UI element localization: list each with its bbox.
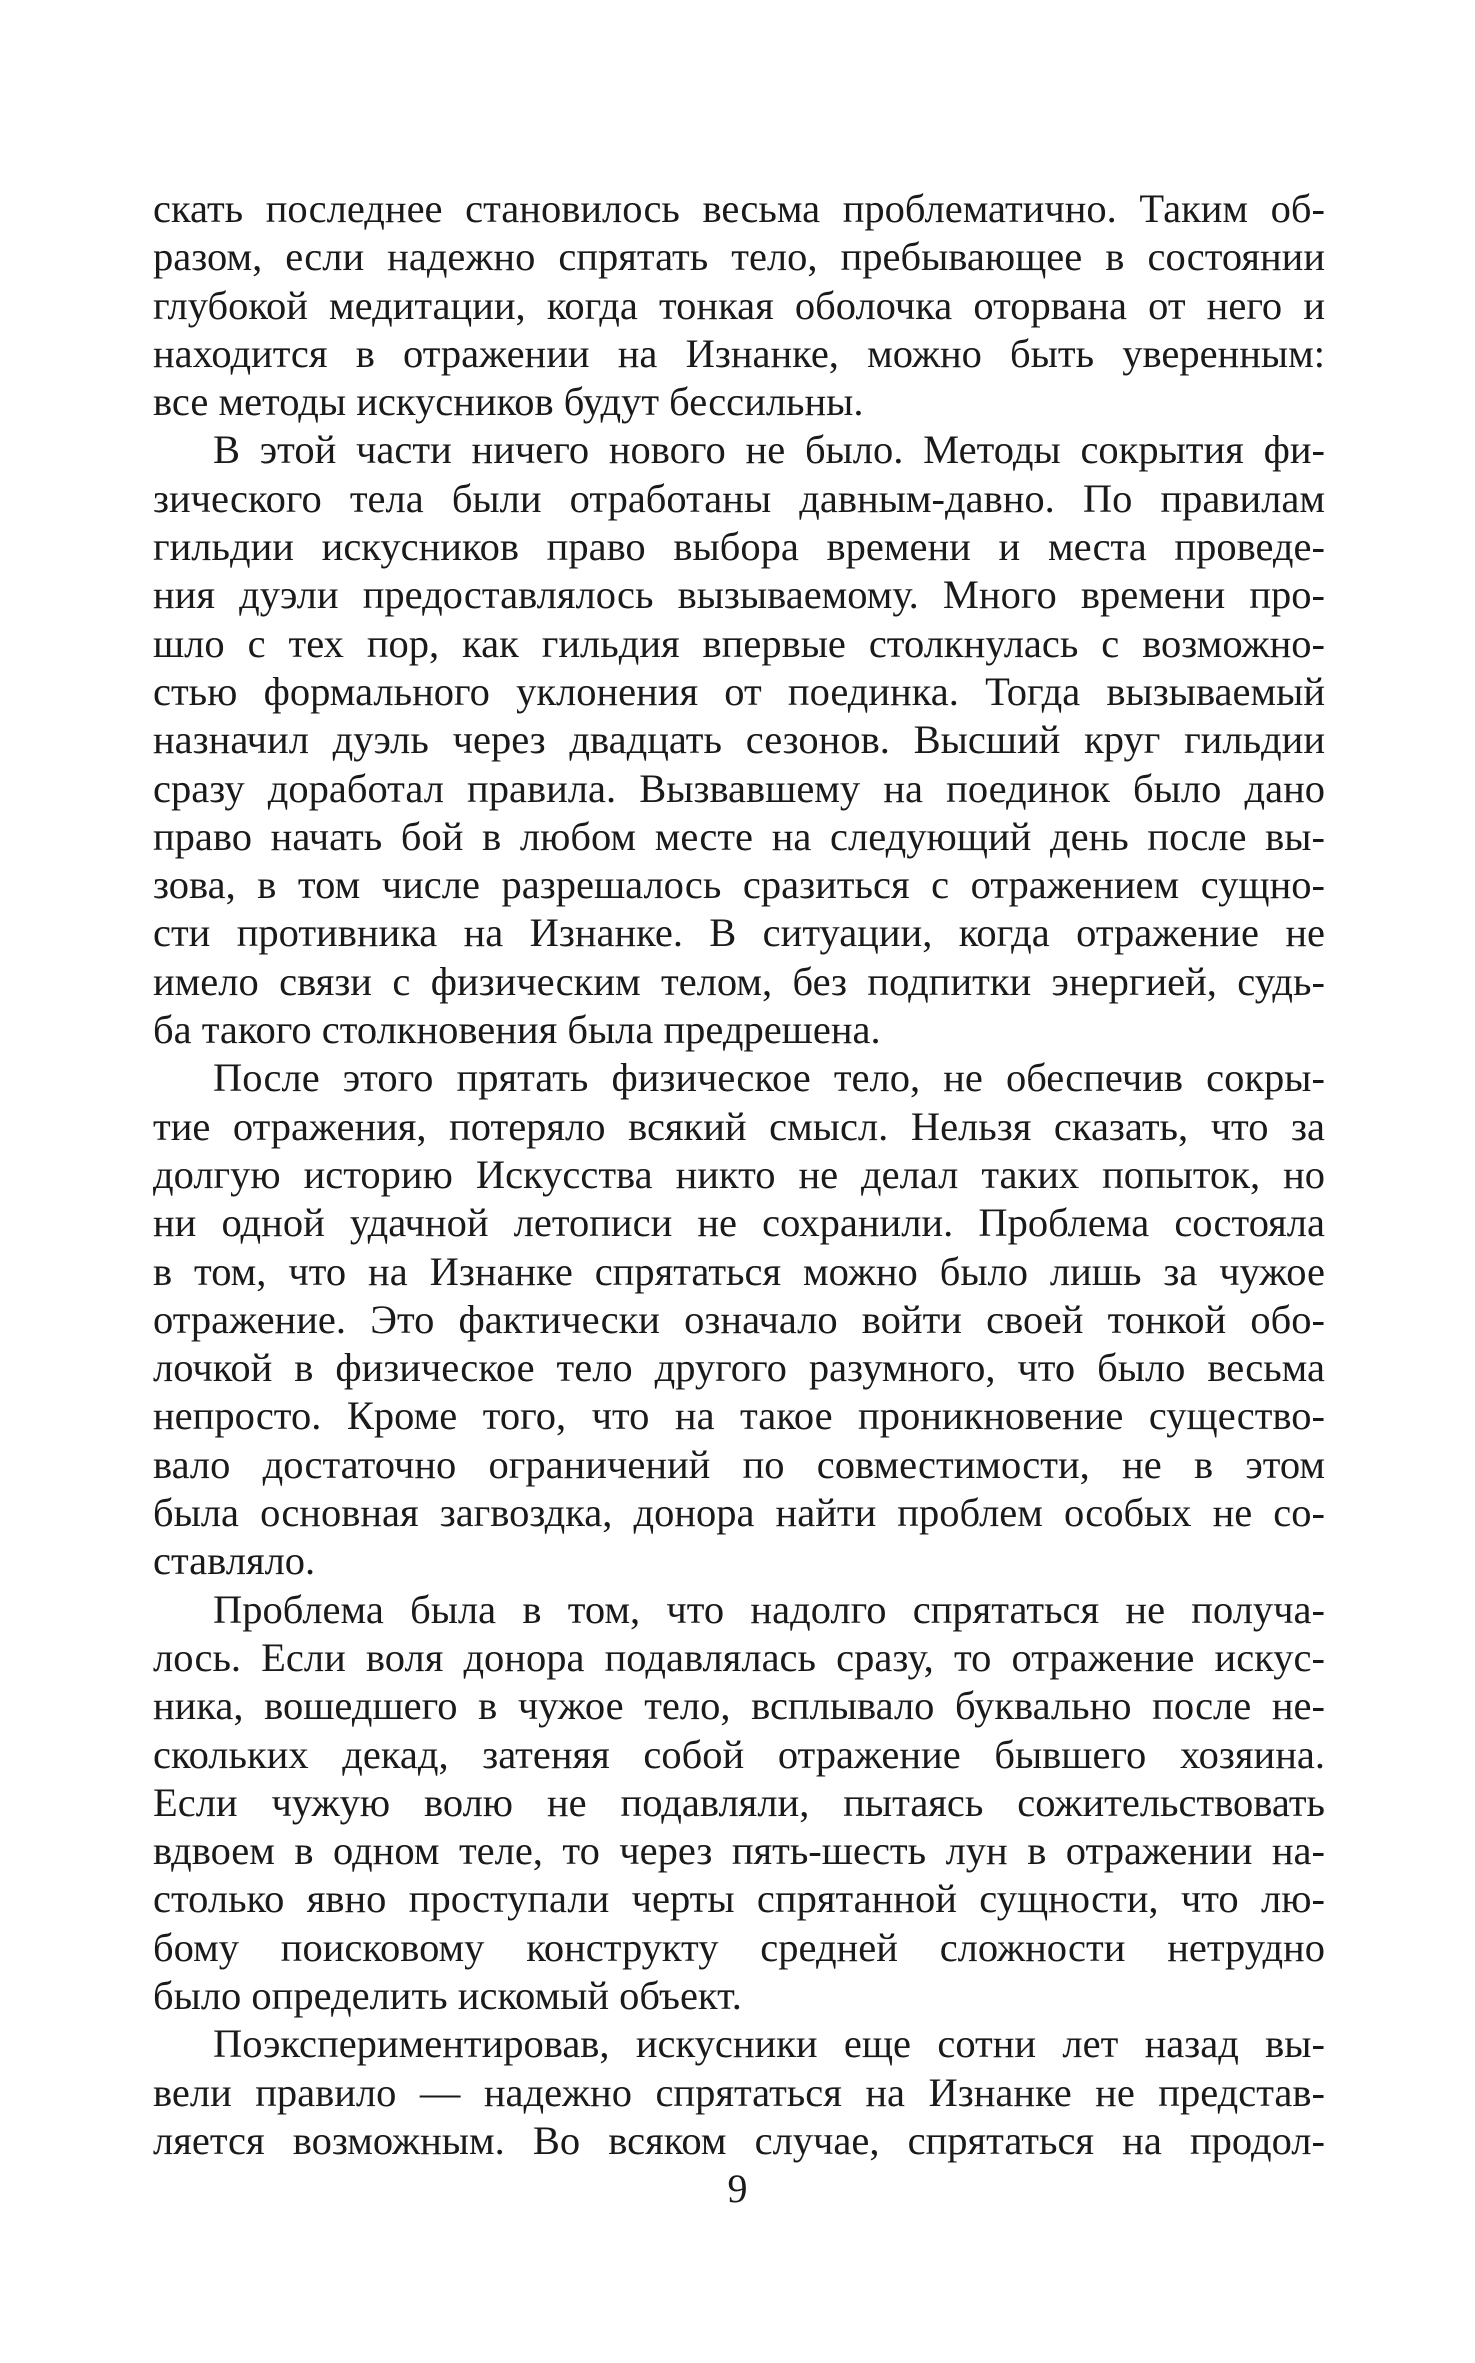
text-line: отражение. Это фактически означало войти своей тонкой обо-	[153, 1296, 1325, 1342]
text-line: ставляло.	[153, 1538, 316, 1584]
text-line: сти противника на Изнанке. В ситуации, когда отражение не	[153, 910, 1325, 956]
paragraph	[153, 185, 1325, 426]
text-line: столько явно проступали черты спрятанной сущности, что лю-	[153, 1876, 1325, 1922]
text-line: ни одной удачной летописи не сохранили. Проблема состояла	[153, 1200, 1325, 1246]
paragraph	[153, 1586, 1325, 2021]
text-line: Поэкспериментировав, искусники еще сотни лет назад вы-	[213, 2021, 1325, 2067]
text-line: была основная загвоздка, донора найти проблем особых не со-	[153, 1490, 1325, 1536]
text-line: сразу доработал правила. Вызвавшему на поединок было дано	[153, 765, 1325, 811]
text-line: Если чужую волю не подавляли, пытаясь сожительствовать	[153, 1779, 1325, 1825]
text-line: зова, в том числе разрешалось сразиться с отражением сущно-	[153, 862, 1325, 908]
page-number: 9	[727, 2166, 748, 2211]
text-line: В этой части ничего нового не было. Методы сокрытия фи-	[213, 427, 1325, 473]
text-line: вало достаточно ограничений по совместимости, не в этом	[153, 1441, 1325, 1487]
paragraph	[153, 2020, 1325, 2165]
text-line: шло с тех пор, как гильдия впервые столкнулась с возможно-	[153, 620, 1325, 666]
text-line: ния дуэли предоставлялось вызываемому. Много времени про-	[153, 572, 1325, 618]
text-line: стью формального уклонения от поединка. Тогда вызываемый	[153, 668, 1325, 714]
text-line: бому поисковому конструкту средней сложности нетрудно	[153, 1924, 1325, 1970]
text-line: долгую историю Искусства никто не делал таких попыток, но	[153, 1151, 1325, 1197]
text-line: гильдии искусников право выбора времени и места проведе-	[153, 524, 1325, 570]
text-line: лось. Если воля донора подавлялась сразу, то отражение искус-	[153, 1634, 1325, 1680]
text-line: вдвоем в одном теле, то через пять-шесть лун в отражении на-	[153, 1828, 1325, 1874]
text-line: глубокой медитации, когда тонкая оболочка оторвана от него и	[153, 282, 1325, 328]
text-line: скать последнее становилось весьма проблематично. Таким об-	[153, 186, 1325, 231]
body-text	[153, 185, 1325, 2165]
text-line: После этого прятать физическое тело, не обеспечив сокры-	[213, 1055, 1325, 1101]
text-line: зического тела были отработаны давным-давно. По правилам	[153, 475, 1325, 521]
text-line: все методы искусников будут бессильны.	[153, 379, 864, 425]
text-line: право начать бой в любом месте на следующий день после вы-	[153, 813, 1325, 859]
text-line: разом, если надежно спрятать тело, пребывающее в состоянии	[153, 234, 1325, 280]
text-line: тие отражения, потеряло всякий смысл. Нельзя сказать, что за	[153, 1103, 1325, 1149]
paragraph	[153, 426, 1325, 1054]
text-line: непросто. Кроме того, что на такое проникновение существо-	[153, 1393, 1325, 1439]
text-line: ляется возможным. Во всяком случае, спрятаться на продол-	[153, 2117, 1325, 2163]
text-line: находится в отражении на Изнанке, можно быть уверенным:	[153, 330, 1325, 376]
text-line: вели правило — надежно спрятаться на Изнанке не представ-	[153, 2069, 1325, 2115]
text-line: Проблема была в том, что надолго спрятаться не получа-	[213, 1586, 1325, 1632]
text-line: назначил дуэль через двадцать сезонов. Высший круг гильдии	[153, 717, 1325, 763]
text-line: ба такого столкновения была предрешена.	[153, 1007, 881, 1053]
text-line: имело связи с физическим телом, без подпитки энергией, судь-	[153, 958, 1325, 1004]
text-line: в том, что на Изнанке спрятаться можно было лишь за чужое	[153, 1248, 1325, 1294]
text-line: ника, вошедшего в чужое тело, всплывало буквально после не-	[153, 1683, 1325, 1729]
text-line: скольких декад, затеняя собой отражение бывшего хозяина.	[153, 1731, 1325, 1777]
text-line: было определить искомый объект.	[153, 1972, 742, 2018]
paragraph	[153, 1054, 1325, 1585]
text-line: лочкой в физическое тело другого разумного, что было весьма	[153, 1345, 1325, 1391]
